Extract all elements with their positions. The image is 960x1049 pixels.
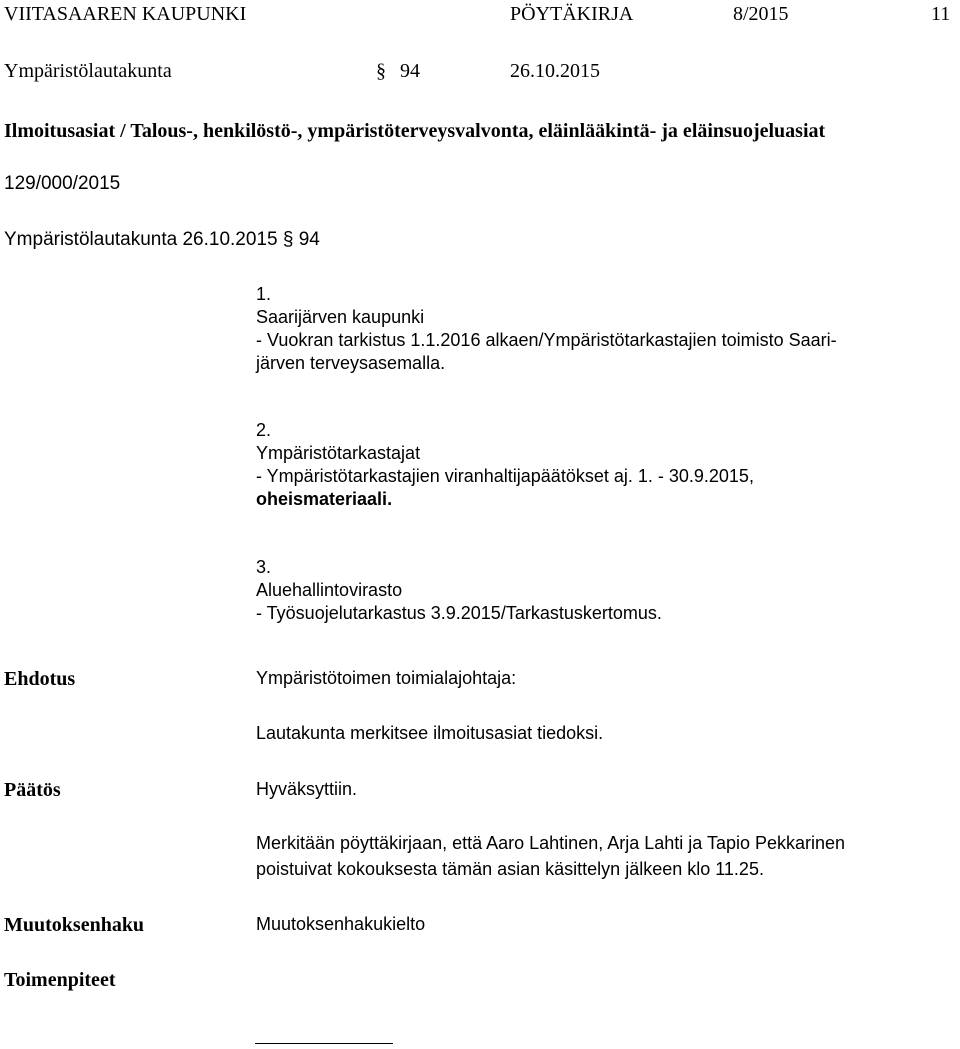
notice-item-3 <box>256 556 662 625</box>
proposal-label: Ehdotus <box>4 668 76 690</box>
notice-item-attachment-note: oheismateriaali. <box>256 489 393 509</box>
notice-item-line: - Ympäristötarkastajien viranhaltijapäätökset aj. 1. - 30.9.2015, <box>256 466 754 486</box>
decision-text: Hyväksyttiin. <box>256 779 358 799</box>
page-number: 11 <box>931 3 951 25</box>
notice-item-2 <box>256 419 754 511</box>
actions-label: Toimenpiteet <box>4 969 116 991</box>
meeting-date: 26.10.2015 <box>510 60 600 82</box>
record-number: 129/000/2015 <box>4 173 121 194</box>
notice-item-line: järven terveysasemalla. <box>256 353 446 373</box>
decision-label: Päätös <box>4 779 61 801</box>
decision-note-line-2: poistuivat kokouksesta tämän asian käsittelyn jälkeen klo 11.25. <box>256 859 764 879</box>
notice-item-number: 2. <box>256 420 272 440</box>
section-number: 94 <box>400 60 420 82</box>
signature-rule <box>255 1043 393 1044</box>
notice-item-line: - Työsuojelutarkastus 3.9.2015/Tarkastuskertomus. <box>256 603 662 623</box>
notice-item-number: 1. <box>256 284 272 304</box>
municipality-name: VIITASAAREN KAUPUNKI <box>4 3 247 25</box>
board-reference-section-sign: § <box>282 229 294 250</box>
notice-item-sender: Saarijärven kaupunki <box>256 307 425 327</box>
board-reference-text: Ympäristölautakunta 26.10.2015 <box>4 229 278 250</box>
notice-item-sender: Aluehallintovirasto <box>256 580 403 600</box>
board-reference-number: 94 <box>298 229 320 250</box>
board-name: Ympäristölautakunta <box>4 60 172 82</box>
notice-item-1 <box>256 283 837 375</box>
proposal-presenter: Ympäristötoimen toimialajohtaja: <box>256 668 517 688</box>
section-sign: § <box>376 60 386 82</box>
appeal-label: Muutoksenhaku <box>4 914 145 936</box>
document-type: PÖYTÄKIRJA <box>510 3 634 25</box>
notice-item-line: - Vuokran tarkistus 1.1.2016 alkaen/Ympäristötarkastajien toimisto Saari- <box>256 330 837 350</box>
decision-note-line-1: Merkitään pöyttäkirjaan, että Aaro Lahtinen, Arja Lahti ja Tapio Pekkarinen <box>256 833 846 853</box>
agenda-item-title: Ilmoitusasiat / Talous-, henkilöstö-, ympäristöterveysvalvonta, eläinlääkintä- ja eläinsuojeluasiat <box>4 120 826 142</box>
board-reference <box>4 228 320 251</box>
appeal-text: Muutoksenhakukielto <box>256 914 426 934</box>
notice-item-sender: Ympäristötarkastajat <box>256 443 421 463</box>
notice-item-number: 3. <box>256 557 272 577</box>
proposal-text: Lautakunta merkitsee ilmoitusasiat tiedoksi. <box>256 723 604 743</box>
document-number: 8/2015 <box>733 3 789 25</box>
